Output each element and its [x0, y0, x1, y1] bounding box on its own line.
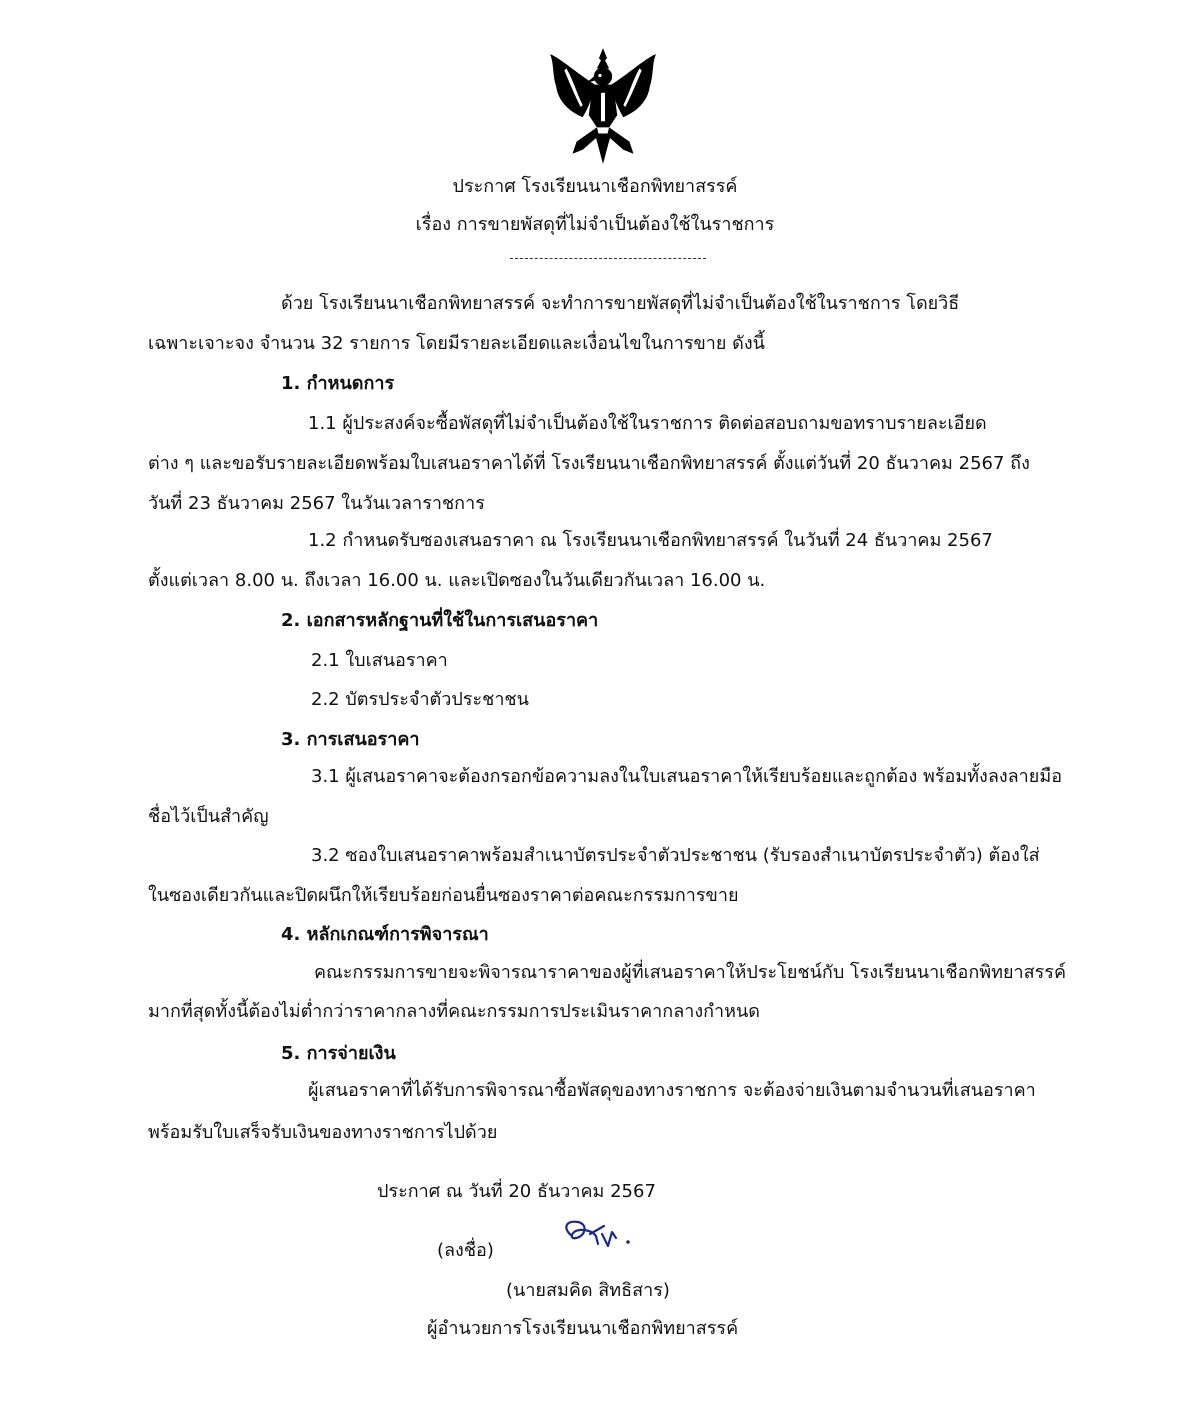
section-1-2-line-2: ตั้งแต่เวลา 8.00 น. ถึงเวลา 16.00 น. และเปิดซองในวันเดียวกันเวลา 16.00 น. [148, 570, 766, 591]
signatory-position: ผู้อำนวยการโรงเรียนนาเชือกพิทยาสรรค์ [427, 1318, 739, 1339]
section-5-heading: 5. การจ่ายเงิน [281, 1043, 396, 1064]
announcement-date: ประกาศ ณ วันที่ 20 ธันวาคม 2567 [377, 1181, 656, 1202]
section-2-item-2: 2.2 บัตรประจำตัวประชาชน [311, 689, 529, 710]
announcement-title: ประกาศ โรงเรียนนาเชือกพิทยาสรรค์ [452, 176, 738, 197]
intro-line-2: เฉพาะเจาะจง จำนวน 32 รายการ โดยมีรายละเอียดและเงื่อนไขในการขาย ดังนี้ [148, 333, 765, 354]
section-3-2-line-2: ในซองเดียวกันและปิดผนึกให้เรียบร้อยก่อนยื่นซองราคาต่อคณะกรรมการขาย [148, 885, 739, 906]
section-3-2-line-1: 3.2 ซองใบเสนอราคาพร้อมสำเนาบัตรประจำตัวประชาชน (รับรองสำเนาบัตรประจำตัว) ต้องใส่ [311, 845, 1040, 866]
section-1-1-line-3: วันที่ 23 ธันวาคม 2567 ในวันเวลาราชการ [148, 493, 485, 514]
section-1-heading: 1. กำหนดการ [281, 373, 395, 394]
section-4-line-1: คณะกรรมการขายจะพิจารณาราคาของผู้ที่เสนอราคาให้ประโยชน์กับ โรงเรียนนาเชือกพิทยาสรรค์ [314, 962, 1067, 983]
section-5-line-2: พร้อมรับใบเสร็จรับเงินของทางราชการไปด้วย [148, 1122, 498, 1143]
section-4-heading: 4. หลักเกณฑ์การพิจารณา [281, 924, 489, 945]
section-2-item-1: 2.1 ใบเสนอราคา [311, 650, 448, 671]
intro-line-1: ด้วย โรงเรียนนาเชือกพิทยาสรรค์ จะทำการขายพัสดุที่ไม่จำเป็นต้องใช้ในราชการ โดยวิธี [281, 293, 960, 314]
section-2-heading: 2. เอกสารหลักฐานที่ใช้ในการเสนอราคา [281, 610, 599, 631]
section-4-line-2: มากที่สุดทั้งนี้ต้องไม่ต่ำกว่าราคากลางที่คณะกรรมการประเมินราคากลางกำหนด [148, 1001, 760, 1022]
signed-label: (ลงชื่อ) [437, 1240, 494, 1261]
section-3-1-line-2: ชื่อไว้เป็นสำคัญ [148, 806, 269, 827]
garuda-emblem-icon [542, 44, 664, 166]
announcement-subject: เรื่อง การขายพัสดุที่ไม่จำเป็นต้องใช้ในราชการ [415, 214, 775, 235]
signature-image [552, 1214, 642, 1258]
section-3-1-line-1: 3.1 ผู้เสนอราคาจะต้องกรอกข้อความลงในใบเสนอราคาให้เรียบร้อยและถูกต้อง พร้อมทั้งลงลายมือ [311, 766, 1063, 787]
section-3-heading: 3. การเสนอราคา [281, 729, 420, 750]
section-5-line-1: ผู้เสนอราคาที่ได้รับการพิจารณาซื้อพัสดุของทางราชการ จะต้องจ่ายเงินตามจำนวนที่เสนอราคา [308, 1080, 1036, 1101]
section-1-1-line-1: 1.1 ผู้ประสงค์จะซื้อพัสดุที่ไม่จำเป็นต้องใช้ในราชการ ติดต่อสอบถามขอทราบรายละเอียด [308, 413, 987, 434]
section-1-2-line-1: 1.2 กำหนดรับซองเสนอราคา ณ โรงเรียนนาเชือกพิทยาสรรค์ ในวันที่ 24 ธันวาคม 2567 [308, 530, 993, 551]
section-1-1-line-2: ต่าง ๆ และขอรับรายละเอียดพร้อมใบเสนอราคาได้ที่ โรงเรียนนาเชือกพิทยาสรรค์ ตั้งแต่วันที่ 20 ธันวาคม 2567 ถึง [148, 453, 1030, 474]
signatory-name: (นายสมคิด สิทธิสาร) [506, 1280, 670, 1301]
title-divider [510, 258, 706, 259]
